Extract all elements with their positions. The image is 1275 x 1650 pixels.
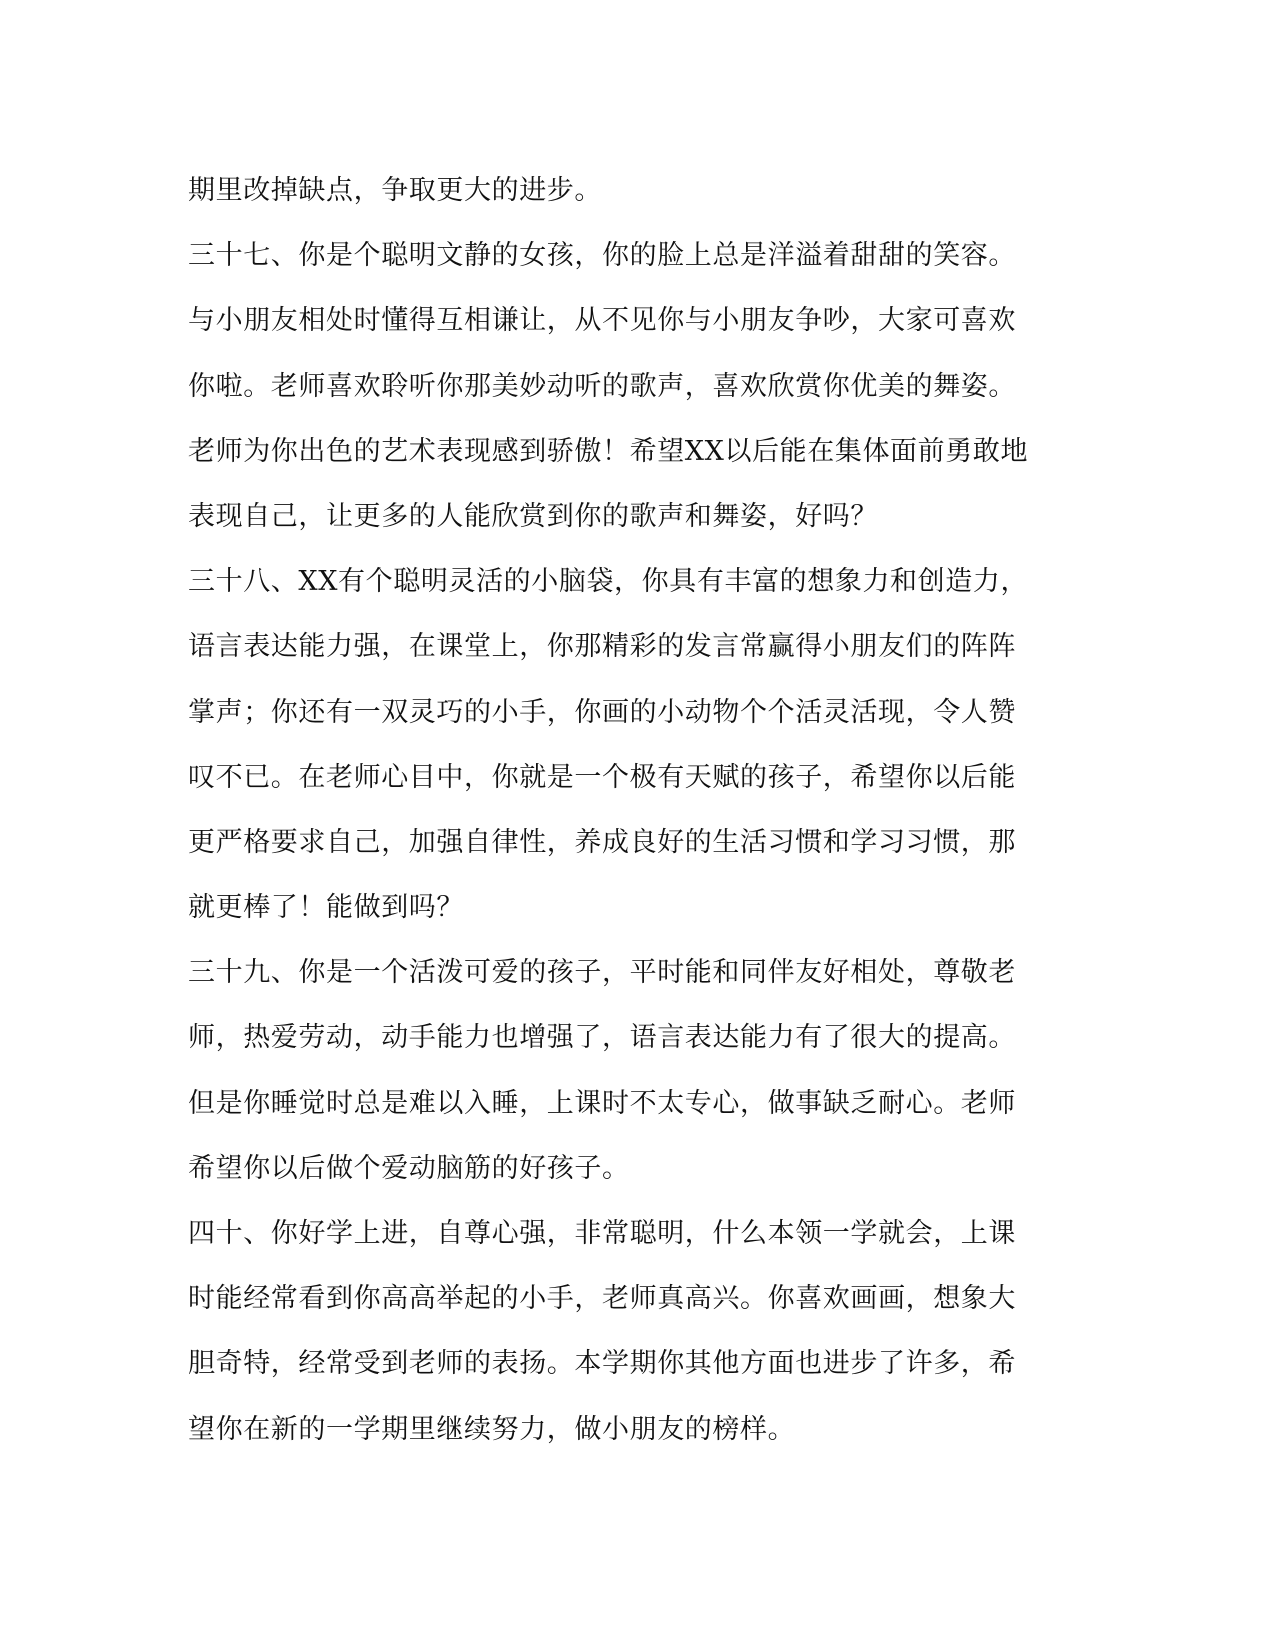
text-line: 表现自己，让更多的人能欣赏到你的歌声和舞姿，好吗？ (188, 500, 878, 532)
text-line: 掌声；你还有一双灵巧的小手，你画的小动物个个活灵活现，令人赞 (188, 696, 1016, 728)
text-line: 三十八、XX有个聪明灵活的小脑袋，你具有丰富的想象力和创造力， (188, 566, 1029, 598)
text-line: 叹不已。在老师心目中，你就是一个极有天赋的孩子，希望你以后能 (188, 761, 1016, 793)
text-line: 时能经常看到你高高举起的小手，老师真高兴。你喜欢画画，想象大 (188, 1283, 1016, 1315)
text-line: 希望你以后做个爱动脑筋的好孩子。 (188, 1152, 630, 1184)
text-line: 四十、你好学上进，自尊心强，非常聪明，什么本领一学就会，上课 (188, 1218, 1016, 1249)
text-line: 三十九、你是一个活泼可爱的孩子，平时能和同伴友好相处，尊敬老 (188, 957, 1016, 989)
text-line: 就更棒了！能做到吗？ (188, 892, 464, 924)
text-line: 师，热爱劳动，动手能力也增强了，语言表达能力有了很大的提高。 (188, 1022, 1016, 1054)
text-line: 你啦。老师喜欢聆听你那美妙动听的歌声，喜欢欣赏你优美的舞姿。 (188, 370, 1016, 402)
text-line: 望你在新的一学期里继续努力，做小朋友的榜样。 (188, 1413, 796, 1445)
text-line: 与小朋友相处时懂得互相谦让，从不见你与小朋友争吵，大家可喜欢 (188, 305, 1016, 337)
text-line: 老师为你出色的艺术表现感到骄傲！希望XX以后能在集体面前勇敢地 (188, 435, 1029, 467)
text-line: 三十七、你是个聪明文静的女孩，你的脸上总是洋溢着甜甜的笑容。 (188, 240, 1016, 272)
text-line: 期里改掉缺点，争取更大的进步。 (188, 175, 602, 206)
text-line: 语言表达能力强，在课堂上，你那精彩的发言常赢得小朋友们的阵阵 (188, 631, 1016, 663)
text-line: 但是你睡觉时总是难以入睡，上课时不太专心，做事缺乏耐心。老师 (188, 1087, 1016, 1119)
document-body (188, 158, 1068, 1462)
text-line: 更严格要求自己，加强自律性，养成良好的生活习惯和学习习惯，那 (188, 826, 1016, 858)
text-line: 胆奇特，经常受到老师的表扬。本学期你其他方面也进步了许多，希 (188, 1348, 1016, 1380)
